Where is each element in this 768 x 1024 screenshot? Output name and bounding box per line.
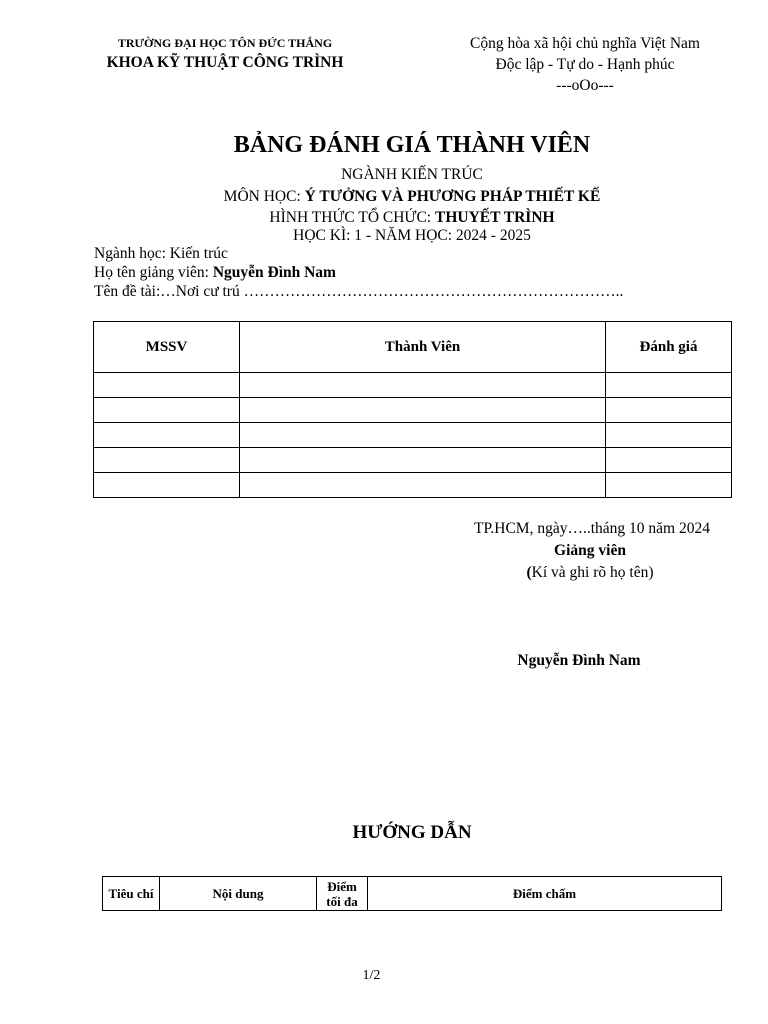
guide-header-max-score: Điểm tối đa xyxy=(317,877,368,911)
page-number: 1/2 xyxy=(362,968,381,983)
format-value: THUYẾT TRÌNH xyxy=(434,209,555,226)
mssv-cell[interactable] xyxy=(94,448,240,473)
signer-name: Nguyễn Đình Nam xyxy=(517,652,641,669)
semester-line: HỌC KÌ: 1 - NĂM HỌC: 2024 - 2025 xyxy=(293,227,531,244)
guide-header-content: Nội dung xyxy=(160,877,317,911)
signer-role: Giảng viên xyxy=(554,542,626,559)
member-cell[interactable] xyxy=(240,423,606,448)
mssv-cell[interactable] xyxy=(94,423,240,448)
table-row xyxy=(94,448,732,473)
national-motto-block xyxy=(440,33,730,96)
separator: ---oOo--- xyxy=(556,77,614,94)
header-mssv: MSSV xyxy=(94,322,240,373)
rating-cell[interactable] xyxy=(606,373,732,398)
rating-cell[interactable] xyxy=(606,398,732,423)
topic-info: Tên đề tài:…Nơi cư trú ……………………………………………………………….. xyxy=(94,283,624,300)
member-cell[interactable] xyxy=(240,473,606,498)
republic-name: Cộng hòa xã hội chủ nghĩa Việt Nam xyxy=(470,35,700,52)
guide-header-score: Điểm chấm xyxy=(368,877,722,911)
member-cell[interactable] xyxy=(240,398,606,423)
mssv-cell[interactable] xyxy=(94,373,240,398)
rating-cell[interactable] xyxy=(606,473,732,498)
note-open-paren: ( xyxy=(526,564,532,581)
mssv-cell[interactable] xyxy=(94,398,240,423)
faculty-name: KHOA KỸ THUẬT CÔNG TRÌNH xyxy=(106,54,344,71)
table-row xyxy=(94,373,732,398)
lecturer-label: Họ tên giảng viên: xyxy=(94,264,213,281)
course-label: MÔN HỌC: xyxy=(223,188,305,205)
table-row xyxy=(94,473,732,498)
lecturer-info xyxy=(94,264,336,282)
course-line xyxy=(0,188,768,206)
guide-table xyxy=(102,876,722,911)
header-member: Thành Viên xyxy=(240,322,606,373)
rating-cell[interactable] xyxy=(606,448,732,473)
guide-header-row xyxy=(103,877,722,911)
lecturer-name: Nguyễn Đình Nam xyxy=(212,264,336,281)
major-line: NGÀNH KIẾN TRÚC xyxy=(341,166,483,183)
table-row xyxy=(94,398,732,423)
date-line: TP.HCM, ngày…..tháng 10 năm 2024 xyxy=(474,520,710,537)
header-rating: Đánh giá xyxy=(606,322,732,373)
guide-title: HƯỚNG DẪN xyxy=(352,822,472,843)
table-row xyxy=(94,423,732,448)
member-cell[interactable] xyxy=(240,373,606,398)
rating-cell[interactable] xyxy=(606,423,732,448)
signature-note xyxy=(440,564,740,582)
format-line xyxy=(0,209,768,227)
format-label: HÌNH THỨC TỔ CHỨC: xyxy=(269,209,435,226)
member-cell[interactable] xyxy=(240,448,606,473)
guide-header-criteria: Tiêu chí xyxy=(103,877,160,911)
university-name: TRƯỜNG ĐẠI HỌC TÔN ĐỨC THẮNG xyxy=(117,36,333,50)
table-header-row xyxy=(94,322,732,373)
mssv-cell[interactable] xyxy=(94,473,240,498)
note-text: Kí và ghi rõ họ tên) xyxy=(531,564,654,581)
course-value: Ý TƯỞNG VÀ PHƯƠNG PHÁP THIẾT KẾ xyxy=(304,188,601,205)
motto: Độc lập - Tự do - Hạnh phúc xyxy=(495,56,675,73)
member-evaluation-table xyxy=(93,321,732,498)
major-info: Ngành học: Kiến trúc xyxy=(94,245,228,262)
document-title: BẢNG ĐÁNH GIÁ THÀNH VIÊN xyxy=(233,132,591,158)
